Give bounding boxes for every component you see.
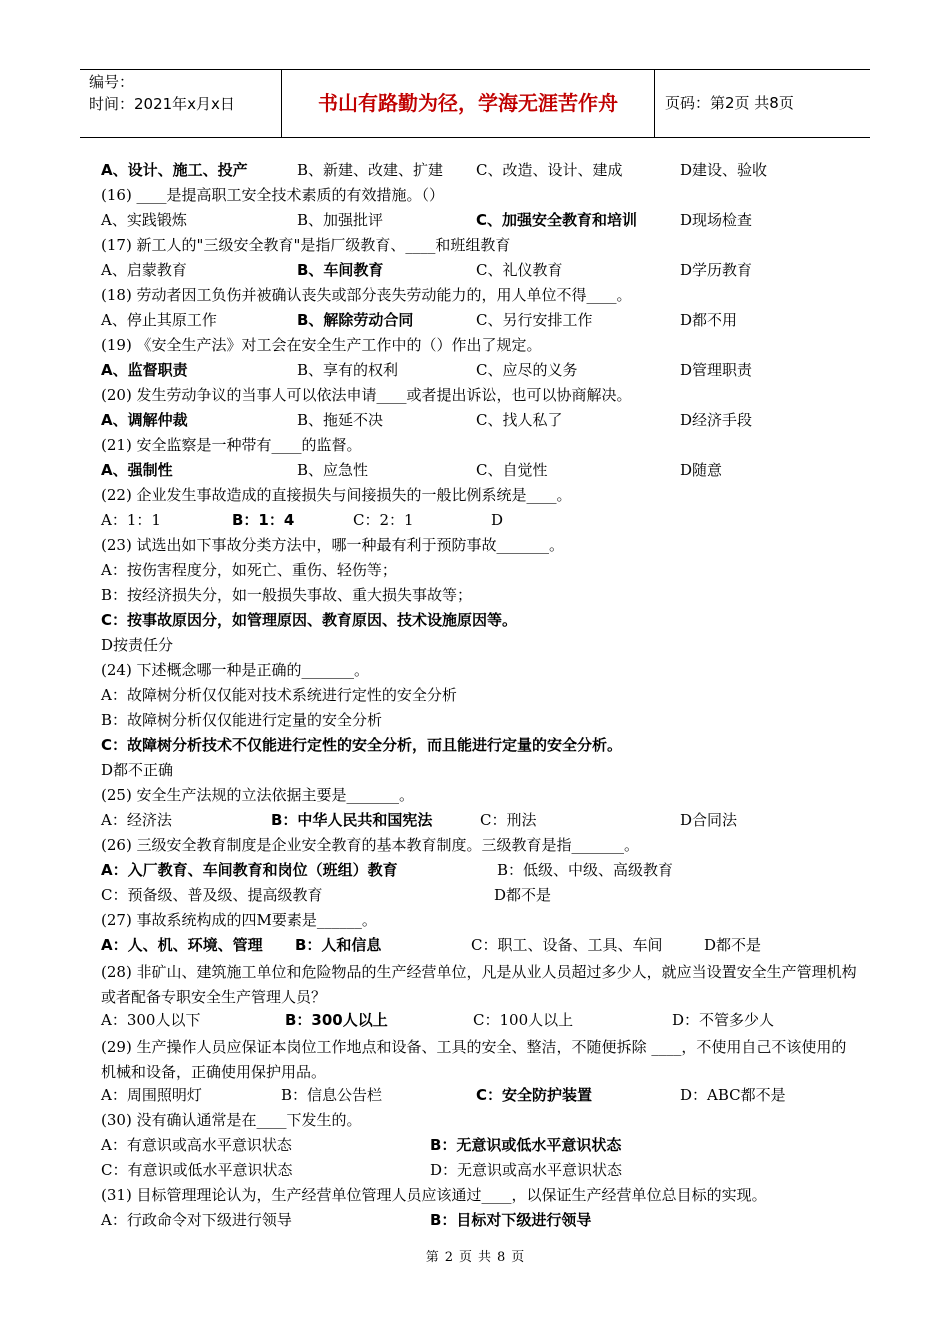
option: A、启蒙教育: [101, 261, 187, 279]
answer-option: A、监督职责: [101, 361, 188, 379]
question-line: D都不正确: [101, 761, 174, 779]
doc-code-label: 编号：: [89, 73, 135, 91]
option: D：无意识或高水平意识状态: [430, 1161, 623, 1179]
option-row: [101, 860, 861, 885]
question-line: (26) 三级安全教育制度是企业安全教育的基本教育制度。三级教育是指_______。: [101, 836, 640, 854]
question-line: B：按经济损失分，如一般损失事故、重大损失事故等；: [101, 586, 473, 604]
header-divider: [654, 70, 655, 137]
page-footer: [0, 1246, 950, 1265]
footer-word: 页: [458, 1250, 472, 1265]
option-row: [101, 460, 861, 485]
option: C、另行安排工作: [476, 311, 593, 329]
question-body: [101, 160, 861, 1235]
option-row: [101, 510, 861, 535]
option: B、拖延不决: [297, 411, 384, 429]
option: D：ABC都不是: [680, 1086, 786, 1104]
question-line: (22) 企业发生事故造成的直接损失与间接损失的一般比例系统是____。: [101, 486, 572, 504]
answer-option: C、加强安全教育和培训: [476, 211, 638, 229]
option: B：信息公告栏: [281, 1086, 383, 1104]
header-page-number: 页码：第2页 共8页: [665, 94, 794, 112]
option-row: [101, 1210, 861, 1235]
option: C：刑法: [480, 811, 537, 829]
option: D经济手段: [680, 411, 753, 429]
question-line: (25) 安全生产法规的立法依据主要是_______。: [101, 786, 415, 804]
option: D都不是: [704, 936, 762, 954]
option-row: [101, 935, 861, 960]
page-header: [80, 69, 870, 138]
header-meta: [89, 71, 235, 115]
option-row: [101, 410, 861, 435]
option: A：周围照明灯: [101, 1086, 202, 1104]
question-line: (30) 没有确认通常是在____下发生的。: [101, 1111, 362, 1129]
question-line: (21) 安全监察是一种带有____的监督。: [101, 436, 362, 454]
question-line: (16) ____是提高职工安全技术素质的有效措施。（）: [101, 186, 445, 204]
option-row: [101, 885, 861, 910]
option: B、享有的权利: [297, 361, 399, 379]
answer-option: C：安全防护装置: [476, 1086, 593, 1104]
footer-word: 共: [478, 1250, 492, 1265]
question-line: (31) 目标管理理论认为，生产经营单位管理人员应该通过____，以保证生产经营单位总目标的实现。: [101, 1186, 767, 1204]
answer-option: B：1：4: [232, 511, 295, 529]
answer-option: B：300人以上: [285, 1011, 388, 1029]
option: D合同法: [680, 811, 738, 829]
option: A：1：1: [101, 511, 161, 529]
option-row: [101, 1160, 861, 1185]
option-row: [101, 1010, 861, 1035]
question-line: (17) 新工人的"三级安全教育"是指厂级教育、____和班组教育: [101, 236, 511, 254]
question-line: (24) 下述概念哪一种是正确的_______。: [101, 661, 370, 679]
option: A、停止其原工作: [101, 311, 217, 329]
option: C：100人以上: [473, 1011, 574, 1029]
answer-option: A、设计、施工、投产: [101, 161, 248, 179]
option: D学历教育: [680, 261, 753, 279]
option: D都不是: [494, 886, 552, 904]
answer-option: A、强制性: [101, 461, 173, 479]
header-motto: 书山有路勤为径，学海无涯苦作舟: [318, 91, 618, 115]
answer-option: A、调解仲裁: [101, 411, 188, 429]
question-line: C：故障树分析技术不仅能进行定性的安全分析，而且能进行定量的安全分析。: [101, 736, 623, 754]
option-row: [101, 160, 861, 185]
footer-word: 页: [511, 1250, 525, 1265]
question-line: A：按伤害程度分，如死亡、重伤、轻伤等；: [101, 561, 397, 579]
footer-total-pages: 8: [497, 1250, 506, 1265]
question-line: (23) 试选出如下事故分类方法中，哪一种最有利于预防事故_______。: [101, 536, 565, 554]
option-row: [101, 1135, 861, 1160]
option: C、找人私了: [476, 411, 563, 429]
option: A：行政命令对下级进行领导: [101, 1211, 292, 1229]
question-line: C：按事故原因分，如管理原因、教育原因、技术设施原因等。: [101, 611, 518, 629]
question-line: (27) 事故系统构成的四M要素是______。: [101, 911, 377, 929]
option: B、应急性: [297, 461, 369, 479]
question-line: (29) 生产操作人员应保证本岗位工作地点和设备、工具的安全、整洁，不随便拆除 ____，不使用自己不该使用的机械和设备，正确使用保护用品。: [101, 1038, 847, 1081]
option: A：300人以下: [101, 1011, 201, 1029]
option: C：有意识或低水平意识状态: [101, 1161, 293, 1179]
option: A：有意识或高水平意识状态: [101, 1136, 292, 1154]
option: D：不管多少人: [672, 1011, 775, 1029]
question-line: A：故障树分析仅仅能对技术系统进行定性的安全分析: [101, 686, 457, 704]
option: D随意: [680, 461, 723, 479]
option: C：职工、设备、工具、车间: [471, 936, 663, 954]
option: D都不用: [680, 311, 738, 329]
option: C、自觉性: [476, 461, 548, 479]
footer-page-number: 2: [444, 1250, 453, 1265]
footer-word: 第: [425, 1250, 439, 1265]
option-row: [101, 260, 861, 285]
option: C：预备级、普及级、提高级教育: [101, 886, 323, 904]
answer-option: B：中华人民共和国宪法: [271, 811, 433, 829]
question-line: (28) 非矿山、建筑施工单位和危险物品的生产经营单位，凡是从业人员超过多少人，就应当设置安全生产管理机构或者配备专职安全生产管理人员？: [101, 963, 857, 1006]
question-line: (18) 劳动者因工负伤并被确认丧失或部分丧失劳动能力的，用人单位不得____。: [101, 286, 632, 304]
answer-option: B：人和信息: [295, 936, 382, 954]
question-line: (20) 发生劳动争议的当事人可以依法申请____或者提出诉讼，也可以协商解决。: [101, 386, 632, 404]
answer-option: B、解除劳动合同: [297, 311, 414, 329]
answer-option: B、车间教育: [297, 261, 384, 279]
option-row: [101, 360, 861, 385]
option: D: [491, 511, 504, 529]
doc-time-label: 时间：2021年x月x日: [89, 95, 235, 113]
option-row: [101, 210, 861, 235]
option: D管理职责: [680, 361, 753, 379]
option: D建设、验收: [680, 161, 768, 179]
option: B、新建、改建、扩建: [297, 161, 444, 179]
answer-option: B：目标对下级进行领导: [430, 1211, 592, 1229]
question-line: B：故障树分析仅仅能进行定量的安全分析: [101, 711, 383, 729]
option: C、礼仪教育: [476, 261, 563, 279]
option-row: [101, 310, 861, 335]
question-line: (19) 《安全生产法》对工会在安全生产工作中的（）作出了规定。: [101, 336, 542, 354]
option: D现场检查: [680, 211, 753, 229]
option: B：低级、中级、高级教育: [497, 861, 674, 879]
option: C：2：1: [353, 511, 414, 529]
option: C、改造、设计、建成: [476, 161, 623, 179]
answer-option: A：人、机、环境、管理: [101, 936, 263, 954]
option-row: [101, 1085, 861, 1110]
answer-option: B：无意识或低水平意识状态: [430, 1136, 622, 1154]
option: A、实践锻炼: [101, 211, 187, 229]
option: C、应尽的义务: [476, 361, 578, 379]
option: A：经济法: [101, 811, 172, 829]
option-row: [101, 810, 861, 835]
question-line: D按责任分: [101, 636, 174, 654]
option: B、加强批评: [297, 211, 384, 229]
answer-option: A：入厂教育、车间教育和岗位（班组）教育: [101, 861, 398, 879]
